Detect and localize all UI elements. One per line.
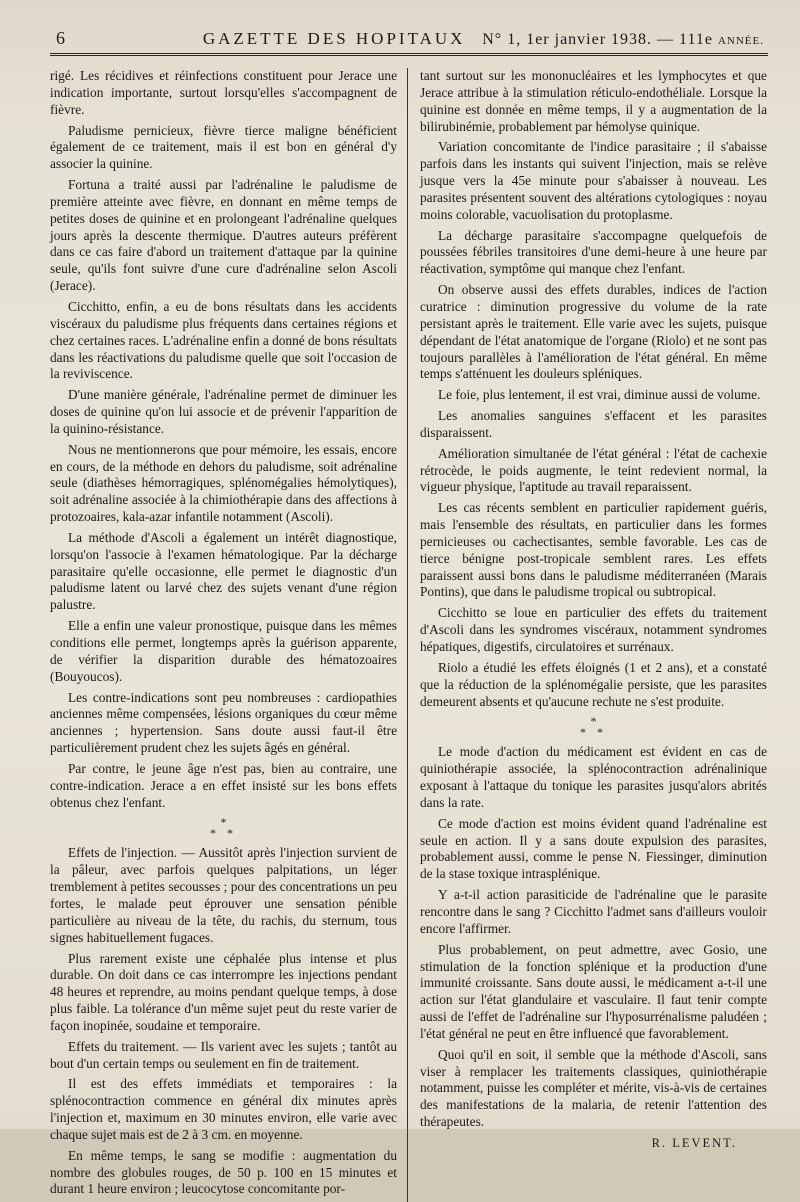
article-columns — [50, 68, 768, 1202]
paragraph: Ce mode d'action est moins évident quand l'adrénaline est seule en action. Il y a sans doute expulsion des parasites, probablement aussi, comme le pense N. Fiessinger, diminution de la stase toxique intrasplénique. — [420, 815, 767, 882]
paragraph: On observe aussi des effets durables, indices de l'action curatrice : diminution progressive du volume de la rate persistant après le traitement. Elle varie avec les sujets, puisque dépendant de l'état anatomique de l'organe (Riolo) et ne sont pas toujours parallèles à l'amélioration de l'état général. En même temps s'atténuent les douleurs spléniques. — [420, 282, 767, 382]
paragraph: Variation concomitante de l'indice parasitaire ; il s'abaisse parfois dans les instants qui suivent l'injection, mais se relève jusque vers la 45e minute pour s'abaisser à nouveau. Les parasites présentent souvent des altérations cytologiques : noyau moins colorable, vacuolisation du protoplasme. — [420, 139, 767, 222]
section-separator — [420, 716, 767, 738]
issue-info — [482, 31, 764, 49]
paragraph: D'une manière générale, l'adrénaline permet de diminuer les doses de quinine qu'on lui associe et de prévenir l'apparition de la quinino-résistance. — [50, 387, 397, 436]
paragraph: Plus rarement existe une céphalée plus intense et plus durable. On doit dans ce cas interrompre les injections pendant 48 heures et reprendre, au moins pendant quelque temps, à dose plus faible. La tolérance d'un même sujet peut du reste varier de façon inopinée, soudaine et temporaire. — [50, 950, 397, 1033]
paragraph: Fortuna a traité aussi par l'adrénaline le paludisme de première atteinte avec fièvre, en donnant en même temps de petites doses de quinine et en prolongeant l'adrénaline quelques jours après la descente thermique. D'autres auteurs préfèrent dans ce cas faire d'abord un traitement d'attaque par la quinine seule, qu'ils font suivre d'une cure d'adrénaline selon Ascoli (Jerace). — [50, 177, 397, 294]
separator-star: * — [590, 714, 597, 729]
right-column — [407, 68, 767, 1202]
paragraph: Amélioration simultanée de l'état général : l'état de cachexie rétrocède, le poids augmente, le teint redevient normal, la vigueur physique, l'aptitude au travail reparaissent. — [420, 445, 767, 495]
paragraph: Plus probablement, on peut admettre, avec Gosio, une stimulation de la fonction splénique et la production d'une immunité croissante. Sans doute aussi, le médicament a-t-il une action sur l'état glandulaire et vasculaire. Il faut tenir compte aussi de l'effet de l'adrénaline sur l'hyposurrénalisme paludéen ; l'état général ne peut en être influencé que favorablement. — [420, 941, 767, 1041]
page-number: 6 — [56, 28, 66, 48]
left-column — [50, 68, 407, 1202]
paragraph: Cicchitto se loue en particulier des effets du traitement d'Ascoli dans les syndromes viscéraux, notamment syndromes hépatiques, digestifs, circulatoires et surrénaux. — [420, 605, 767, 654]
separator-star: * — [220, 815, 227, 830]
journal-title: GAZETTE DES HOPITAUX — [202, 29, 466, 48]
paragraph: tant surtout sur les mononucléaires et les lymphocytes et que Jerace attribue à la stimulation réticulo-endothéliale. Lorsque la quinine est donnée en même temps, il y a augmentation de la bilirubinémie, probablement par hémolyse quinique. — [420, 68, 767, 134]
section-separator — [50, 817, 397, 839]
issue-date: N° 1, 1er janvier 1938. — 111e — [482, 31, 713, 48]
paragraph: Effets du traitement. — Ils varient avec les sujets ; tantôt au bout d'un certain temps ou seulement en fin de traitement. — [50, 1038, 397, 1071]
paragraph: Cicchitto, enfin, a eu de bons résultats dans les accidents viscéraux du paludisme plus fréquents dans certaines régions et chez certaines races. L'adrénaline enfin a donné de bons résultats dans les réactivations du paludisme quelle que soit l'occasion de la reviviscence. — [50, 298, 397, 382]
paragraph: La décharge parasitaire s'accompagne quelquefois de poussées fébriles transitoires d'une demi-heure à une heure par réactivation, symptôme qui manque chez l'enfant. — [420, 227, 767, 277]
paragraph: Riolo a étudié les effets éloignés (1 et 2 ans), et a constaté que la réduction de la splénomégalie persiste, que les parasites demeurent absents et qu'aucune rechute ne s'est produite. — [420, 659, 767, 709]
paragraph: Par contre, le jeune âge n'est pas, bien au contraire, une contre-indication. Jerace a en effet insisté sur les bons effets obtenus chez l'enfant. — [50, 760, 397, 810]
separator-stars: * * — [210, 826, 237, 841]
paragraph: Il est des effets immédiats et temporaires : la splénocontraction commence en général dix minutes après l'injection et, maximum en 30 minutes environ, elle varie avec chaque sujet mais est de 2 à 3 cm. en moyenne. — [50, 1076, 397, 1142]
paragraph: Le foie, plus lentement, il est vrai, diminue aussi de volume. — [438, 387, 761, 403]
paragraph: Les contre-indications sont peu nombreuses : cardiopathies anciennes même compensées, lésions organiques du cœur même anciennes ; hypertension. Sans doute aussi faut-il être particulièrement prudent chez les sujets âgés en général. — [50, 689, 397, 756]
paragraph: Le mode d'action du médicament est évident en cas de quiniothérapie associée, la splénocontraction adrénalinique exposant à l'attaque du tonique les parasites jusqu'alors abrités dans la rate. — [420, 744, 767, 810]
paragraph: rigé. Les récidives et réinfections constituent pour Jerace une indication importante, surtout lorsqu'elles s'accompagnent de fièvre. — [50, 68, 397, 117]
paragraph: En même temps, le sang se modifie : augmentation du nombre des globules rouges, de 50 p. 100 en 15 minutes et durant 1 heure environ ; leucocytose concomitante por- — [50, 1147, 397, 1197]
paragraph: Les cas récents semblent en particulier rapidement guéris, mais l'ensemble des résultats, en particulier dans les formes pernicieuses ou cachectisantes, semble favorable. Les cas de tierce bénigne post-tropicale semblent rares. Les effets paraissent aussi bons dans le paludisme méditerranéen (Marais Pontins), que dans le paludisme tropical ou subtropical. — [420, 500, 767, 600]
paragraph: La méthode d'Ascoli a également un intérêt diagnostique, lorsqu'on l'associe à l'examen hématologique. Par la décharge parasitaire qu'elle occasionne, elle permet le diagnostic d'un paludisme latent ou larvé chez des sujets venant d'une région palustre. — [50, 529, 397, 613]
paragraph: Paludisme pernicieux, fièvre tierce maligne bénéficient également de ce traitement, mais il est bon en général d'y associer la quinine. — [50, 122, 397, 172]
paragraph: Nous ne mentionnerons que pour mémoire, les essais, encore en cours, de la méthode en dehors du paludisme, soit adrénaline seule (diathèses hémorragiques, splénomégalies hémolytiques), soit adrénaline associée à la chimiothérapie dans des affections à protozoaires, kala-azar infantile notamment (Ascoli). — [50, 441, 397, 525]
author-signature: R. LEVENT. — [651, 1135, 737, 1150]
running-header — [50, 28, 768, 56]
issue-year-label: ANNÉE. — [717, 35, 764, 47]
paragraph: Y a-t-il action parasiticide de l'adrénaline que le parasite rencontre dans le sang ? Cicchitto l'admet sans d'ailleurs vouloir encore l'affirmer. — [420, 887, 767, 936]
paragraph: Les anomalies sanguines s'effacent et les parasites disparaissent. — [420, 408, 767, 440]
paragraph: Effets de l'injection. — Aussitôt après l'injection survient de la pâleur, avec parfois quelques palpitations, un léger tremblement à petites secousses ; pour des concentrations un peu fortes, le malade peut éprouver une sensation pénible particulière au niveau de la tête, du rachis, du sternum, tous signes habituellement fugaces. — [50, 845, 397, 945]
paragraph: Elle a enfin une valeur pronostique, puisque dans les mêmes conditions elle permet, longtemps après la guérison apparente, de vérifier la disparition durable des hématozoaires (Bouyoucos). — [50, 618, 397, 684]
separator-stars: * * — [580, 725, 607, 740]
paragraph: Quoi qu'il en soit, il semble que la méthode d'Ascoli, sans viser à remplacer les traitements classiques, quiniothérapie notamment, puisse les compléter et mérite, vis-à-vis de certaines des manifestations de la malaria, de retenir l'attention des thérapeutes. — [420, 1046, 767, 1130]
